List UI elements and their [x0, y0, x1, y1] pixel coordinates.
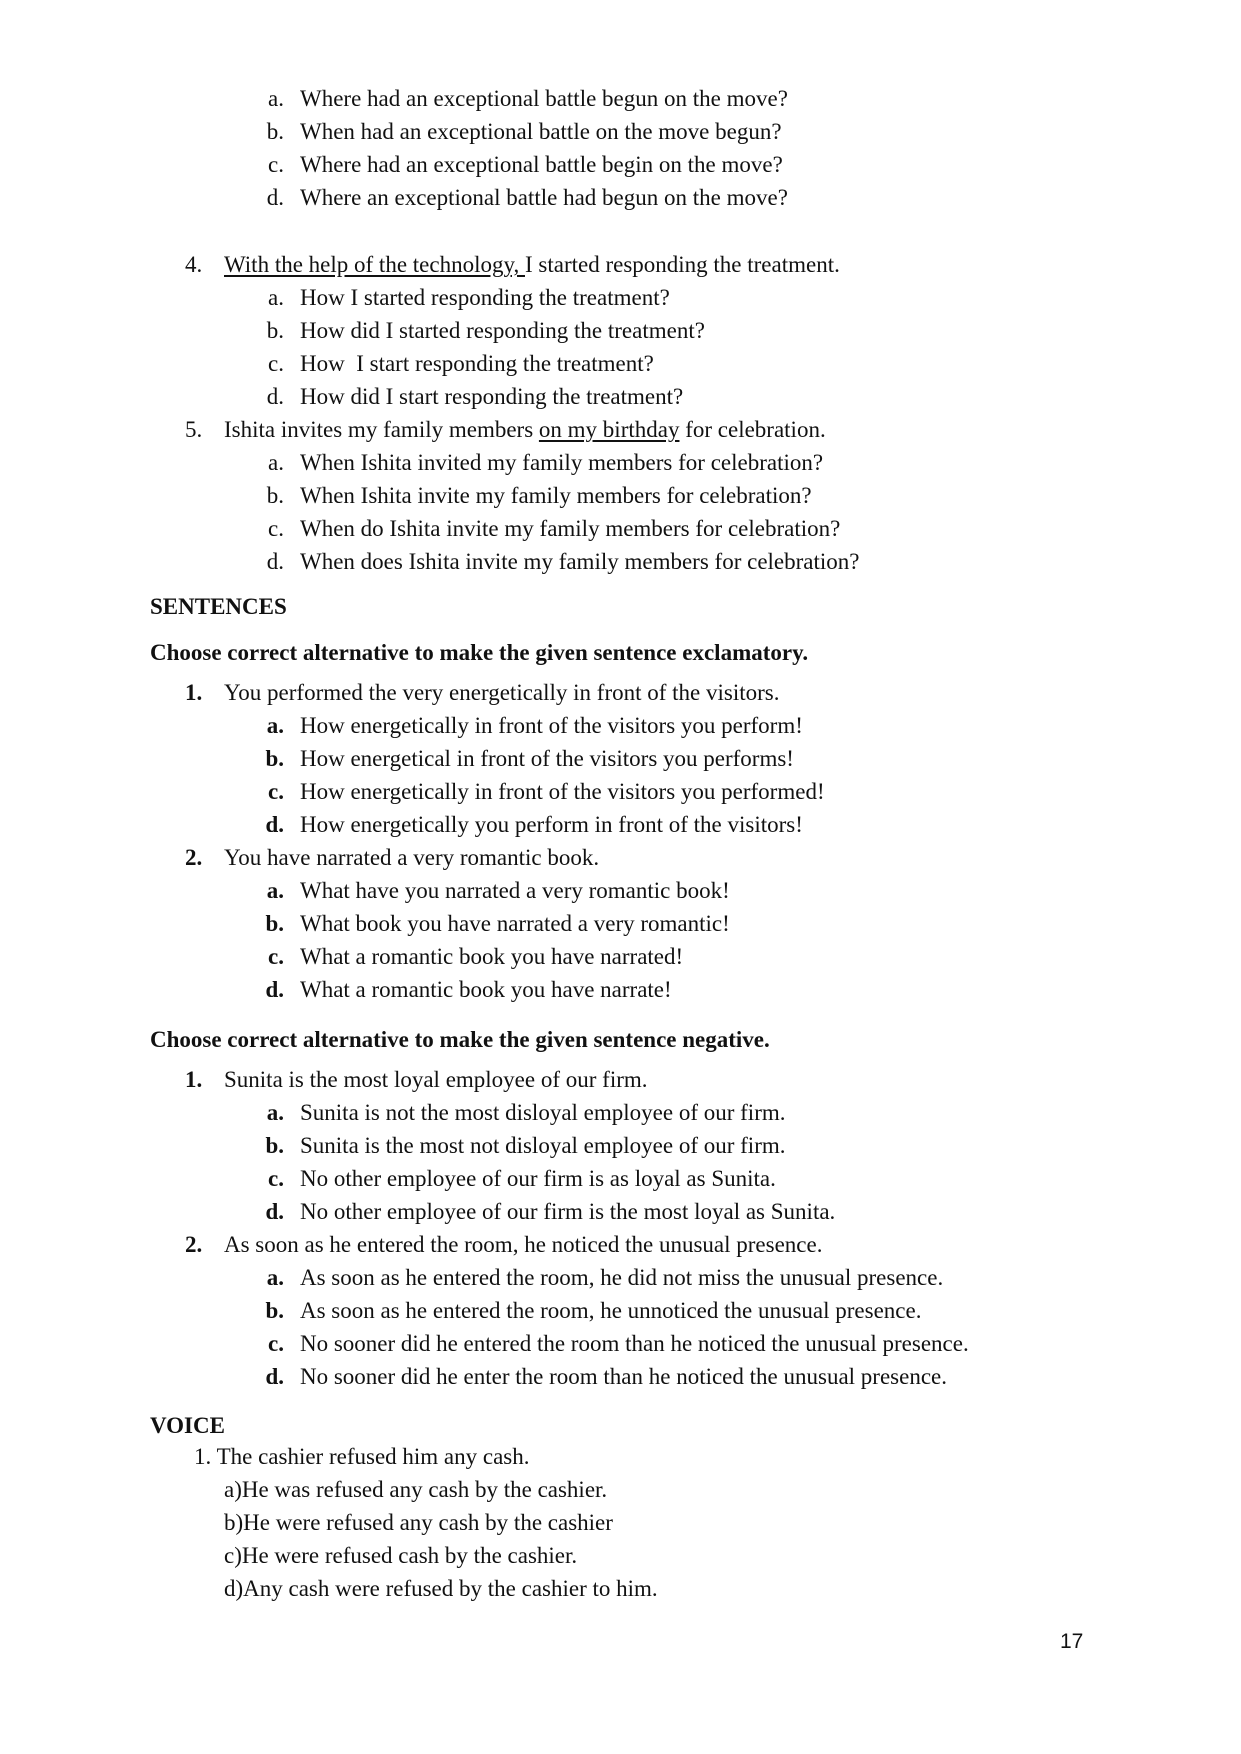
option-marker: d. [266, 384, 284, 409]
instruction-negative: Choose correct alternative to make the given sentence negative. [150, 1027, 770, 1052]
option-text: No sooner did he entered the room than he noticed the unusual presence. [300, 1331, 969, 1356]
option-marker: a. [266, 1100, 284, 1125]
question-number: 2. [185, 1232, 203, 1257]
option-marker: a. [268, 285, 284, 310]
section-heading-sentences: SENTENCES [150, 594, 287, 619]
option-text: Where had an exceptional battle begun on the move? [300, 86, 788, 111]
question-before: Ishita invites my family members [224, 417, 539, 442]
question-number: 1. [185, 680, 203, 705]
option-marker: b. [265, 1133, 284, 1158]
option-text: When had an exceptional battle on the move begun? [300, 119, 782, 144]
option-text: Where had an exceptional battle begin on the move? [300, 152, 783, 177]
option-marker: a. [266, 878, 284, 903]
option-marker: c. [268, 1331, 284, 1356]
page-number: 17 [1060, 1630, 1084, 1653]
option-marker: b. [266, 318, 284, 343]
option-marker: b. [265, 911, 284, 936]
question-number: 1. [185, 1067, 203, 1092]
option-text: No other employee of our firm is the most loyal as Sunita. [300, 1199, 836, 1224]
voice-option-a: a)He was refused any cash by the cashier. [224, 1477, 608, 1502]
option-text: No other employee of our firm is as loyal as Sunita. [300, 1166, 776, 1191]
option-text: Where an exceptional battle had begun on the move? [300, 185, 788, 210]
option-text: How did I started responding the treatment? [300, 318, 705, 343]
option-marker: c. [268, 779, 284, 804]
question-text: You have narrated a very romantic book. [224, 845, 600, 870]
question-text: As soon as he entered the room, he noticed the unusual presence. [224, 1232, 823, 1257]
option-marker: d. [266, 549, 284, 574]
option-marker: d. [265, 977, 284, 1002]
voice-question: 1. The cashier refused him any cash. [194, 1444, 530, 1469]
option-text: When do Ishita invite my family members for celebration? [300, 516, 841, 541]
voice-option-d: d)Any cash were refused by the cashier to him. [224, 1576, 658, 1601]
option-marker: c. [268, 152, 284, 177]
question-text: Sunita is the most loyal employee of our firm. [224, 1067, 648, 1092]
option-marker: d. [265, 1364, 284, 1389]
option-text: How energetical in front of the visitors you performs! [300, 746, 794, 771]
option-text: As soon as he entered the room, he did not miss the unusual presence. [300, 1265, 944, 1290]
question-rest: I started responding the treatment. [524, 252, 840, 277]
option-text: What book you have narrated a very romantic! [300, 911, 730, 936]
voice-option-c: c)He were refused cash by the cashier. [224, 1543, 578, 1568]
option-marker: b. [266, 119, 284, 144]
underlined-phrase: With the help of the technology, [224, 252, 525, 277]
question-number: 5. [185, 417, 203, 442]
option-marker: d. [265, 812, 284, 837]
option-text: Sunita is the most not disloyal employee of our firm. [300, 1133, 786, 1158]
option-marker: a. [266, 1265, 284, 1290]
option-text: When does Ishita invite my family members for celebration? [300, 549, 860, 574]
option-marker: c. [268, 944, 284, 969]
option-marker: a. [268, 450, 284, 475]
option-marker: b. [265, 746, 284, 771]
question-text [224, 413, 826, 446]
option-marker: c. [268, 351, 284, 376]
option-marker: b. [266, 483, 284, 508]
option-text: How I start responding the treatment? [300, 351, 654, 376]
option-text: How energetically in front of the visitors you performed! [300, 779, 825, 804]
question-after: for celebration. [679, 417, 826, 442]
section-heading-voice: VOICE [150, 1413, 225, 1438]
question-number: 2. [185, 845, 203, 870]
option-text: What a romantic book you have narrate! [300, 977, 672, 1002]
instruction-exclamatory: Choose correct alternative to make the given sentence exclamatory. [150, 640, 809, 665]
question-text: You performed the very energetically in front of the visitors. [224, 680, 780, 705]
option-text: When Ishita invite my family members for celebration? [300, 483, 812, 508]
question-number: 4. [185, 252, 203, 277]
option-text: How energetically you perform in front of the visitors! [300, 812, 803, 837]
option-marker: c. [268, 516, 284, 541]
option-text: When Ishita invited my family members for celebration? [300, 450, 824, 475]
option-text: As soon as he entered the room, he unnoticed the unusual presence. [300, 1298, 922, 1323]
voice-option-b: b)He were refused any cash by the cashier [224, 1510, 613, 1535]
option-text: What have you narrated a very romantic book! [300, 878, 730, 903]
option-text: How energetically in front of the visitors you perform! [300, 713, 803, 738]
option-marker: d. [266, 185, 284, 210]
option-marker: a. [268, 86, 284, 111]
question-text [224, 248, 840, 281]
option-text: How I started responding the treatment? [300, 285, 670, 310]
option-text: No sooner did he enter the room than he noticed the unusual presence. [300, 1364, 947, 1389]
option-marker: b. [265, 1298, 284, 1323]
option-marker: d. [265, 1199, 284, 1224]
underlined-phrase: on my birthday [538, 417, 680, 442]
option-marker: c. [268, 1166, 284, 1191]
option-marker: a. [266, 713, 284, 738]
option-text: What a romantic book you have narrated! [300, 944, 684, 969]
option-text: How did I start responding the treatment? [300, 384, 684, 409]
option-text: Sunita is not the most disloyal employee of our firm. [300, 1100, 786, 1125]
